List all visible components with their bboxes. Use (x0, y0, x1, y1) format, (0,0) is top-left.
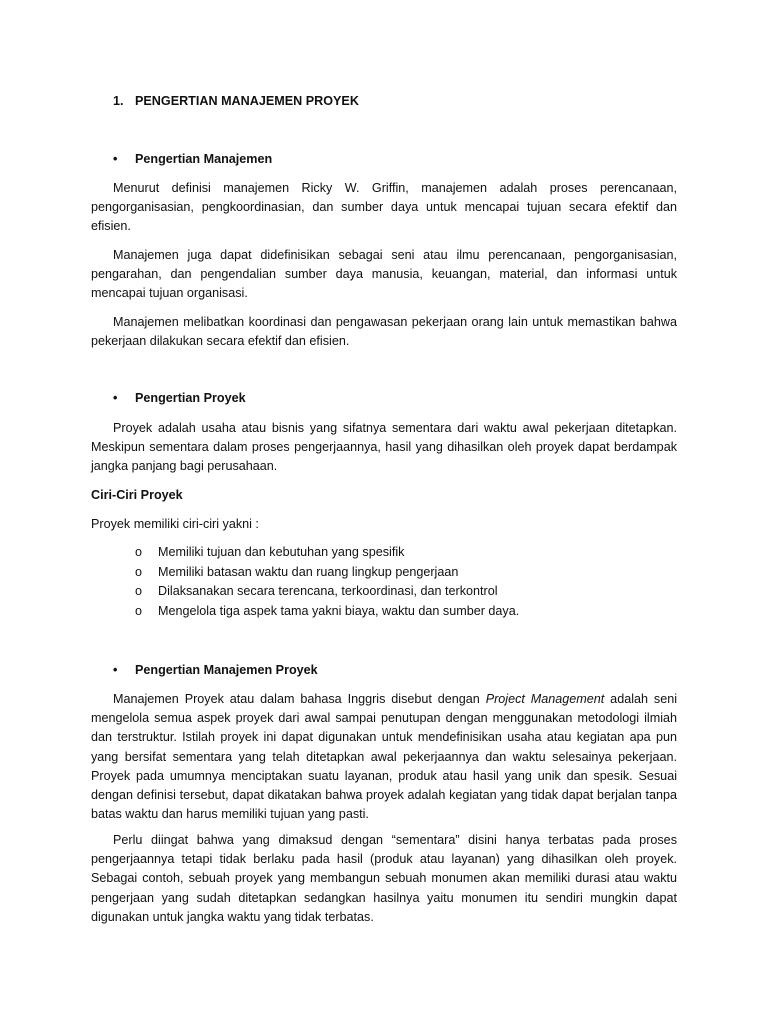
heading-text: Pengertian Manajemen Proyek (135, 663, 318, 677)
heading-text: Pengertian Manajemen (135, 152, 273, 166)
heading-pengertian-manajemen-proyek (91, 661, 677, 681)
list-item (91, 563, 677, 583)
paragraph-manajemen-3: Manajemen melibatkan koordinasi dan pengawasan pekerjaan orang lain untuk memastikan bahwa pekerjaan dilakukan secara efektif dan efisien. (91, 315, 677, 349)
list-item (91, 602, 677, 622)
bullet-icon: • (113, 663, 118, 677)
section-heading (91, 92, 677, 112)
paragraph-manajemen-proyek-1 (91, 690, 677, 824)
section-title: PENGERTIAN MANAJEMEN PROYEK (135, 94, 359, 108)
paragraph-manajemen-2: Manajemen juga dapat didefinisikan sebagai seni atau ilmu perencanaan, pengorganisasian, pengarahan, dan pengendalian sumber daya manusia, keuangan, material, dan informasi untuk mencapai tujuan organisasi. (91, 248, 677, 301)
bullet-icon: • (113, 391, 118, 405)
circle-bullet-icon: o (135, 603, 143, 618)
heading-pengertian-proyek (91, 389, 677, 409)
circle-bullet-icon: o (135, 564, 143, 579)
list-item (91, 543, 677, 563)
heading-text: Pengertian Proyek (135, 391, 246, 405)
list-item-text: Memiliki batasan waktu dan ruang lingkup pengerjaan (158, 564, 459, 579)
paragraph-manajemen-1: Menurut definisi manajemen Ricky W. Griffin, manajemen adalah proses perencanaan, pengorganisasian, pengkoordinasian, dan sumber daya untuk mencapai tujuan secara efektif dan efisien. (91, 181, 677, 234)
paragraph-text: adalah seni mengelola semua aspek proyek dari awal sampai penutupan dengan menggunakan metodologi ilmiah dan terstruktur. Istilah proyek ini dapat digunakan untuk mendefinisikan usaha atau kegiatan apa pun yang bersifat sementara yang telah ditetapkan awal pekerjaannya dan waktu selesainya pekerjaan. Proyek pada umumnya menciptakan suatu layanan, produk atau hasil yang unik dan spesik. Sesuai dengan definisi tersebut, dapat dikatakan bahwa proyek adalah kegiatan yang tidak dapat berjalan tanpa batas waktu dan harus memiliki tujuan yang pasti. (91, 692, 677, 822)
section-number: 1. (113, 94, 124, 108)
ciri-ciri-heading: Ciri-Ciri Proyek (91, 488, 183, 502)
bullet-icon: • (113, 152, 118, 166)
paragraph-proyek-1: Proyek adalah usaha atau bisnis yang sifatnya sementara dari waktu awal pekerjaan ditetapkan. Meskipun sementara dalam proses pengerjaannya, hasil yang dihasilkan oleh proyek dapat berdampak jangka panjang bagi perusahaan. (91, 421, 677, 474)
paragraph-text: Manajemen Proyek atau dalam bahasa Inggris disebut dengan (113, 692, 486, 706)
heading-pengertian-manajemen (91, 150, 677, 170)
list-item (91, 582, 677, 602)
circle-bullet-icon: o (135, 545, 143, 559)
list-item-text: Mengelola tiga aspek tama yakni biaya, waktu dan sumber daya. (158, 603, 520, 618)
list-item-text: Dilaksanakan secara terencana, terkoordinasi, dan terkontrol (158, 584, 498, 599)
italic-term: Project Management (485, 692, 605, 706)
list-item-text: Memiliki tujuan dan kebutuhan yang spesifik (158, 545, 405, 559)
ciri-ciri-list (91, 543, 677, 621)
paragraph-manajemen-proyek-2: Perlu diingat bahwa yang dimaksud dengan “sementara” disini hanya terbatas pada proses pengerjaannya tetapi tidak berlaku pada hasil (produk atau layanan) yang dihasilkan oleh proyek. Sebagai contoh, sebuah proyek yang membangun sebuah monumen akan memiliki durasi atau waktu pengerjaan yang sudah ditetapkan sedangkan hasilnya yaitu monumen itu sendiri mungkin dapat digunakan untuk jangka waktu yang tidak terbatas. (91, 833, 677, 924)
circle-bullet-icon: o (135, 584, 143, 599)
ciri-ciri-intro: Proyek memiliki ciri-ciri yakni : (91, 517, 259, 531)
